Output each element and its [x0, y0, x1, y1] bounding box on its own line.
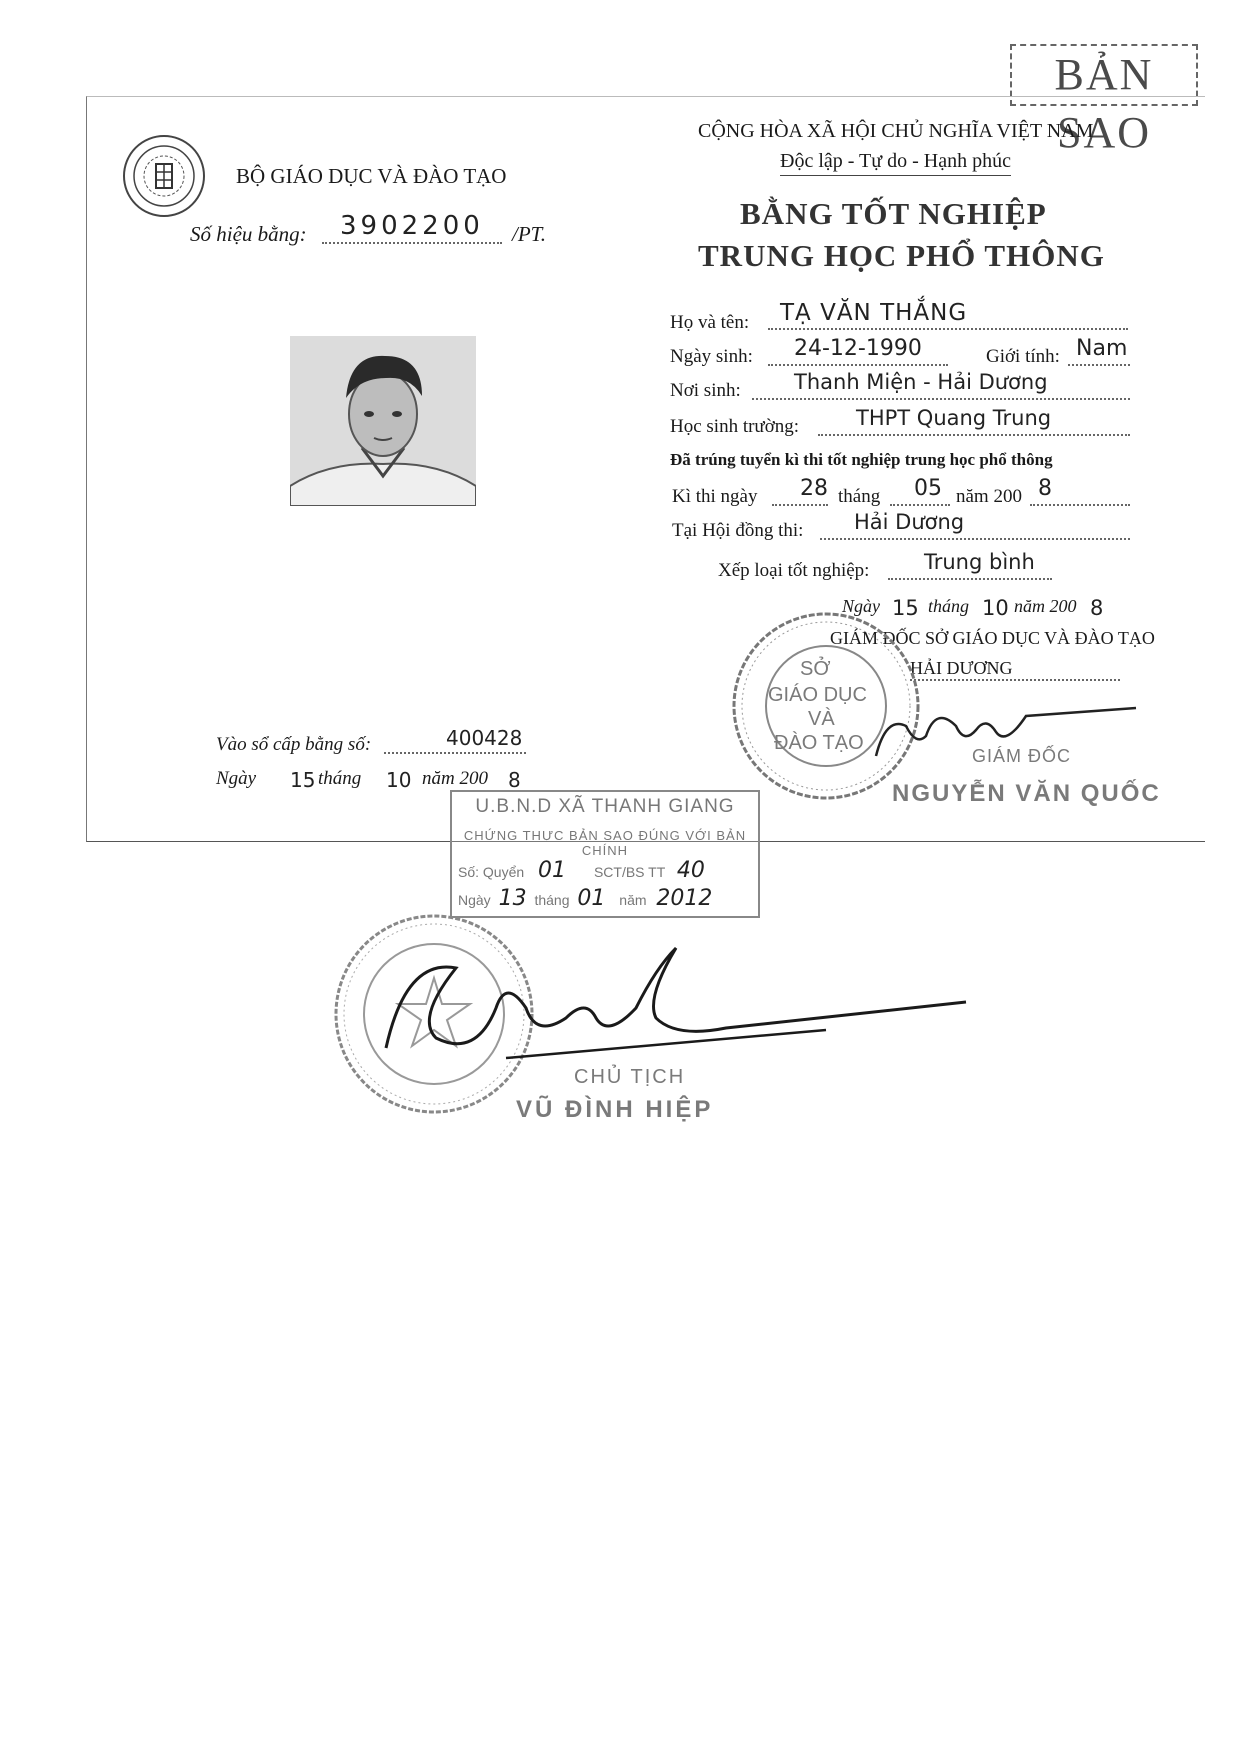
chair-signature — [346, 938, 976, 1068]
book-value: 01 — [538, 858, 567, 883]
certificate-title-1: BẰNG TỐT NGHIỆP — [740, 196, 1047, 231]
dob-value: 24-12-1990 — [794, 336, 922, 361]
passed-statement: Đã trúng tuyển kì thi tốt nghiệp trung học phổ thông — [670, 450, 1053, 469]
register-number: 400428 — [446, 726, 523, 750]
council-line — [820, 510, 1130, 540]
exam-year-label: năm 200 — [956, 486, 1022, 507]
dob-label: Ngày sinh: — [670, 346, 753, 367]
seal-word-2: GIÁO DỤC — [768, 684, 867, 706]
issue-day: 15 — [892, 596, 919, 620]
birthplace-line — [752, 370, 1130, 400]
gender-label: Giới tính: — [986, 346, 1060, 367]
school-line — [818, 406, 1130, 436]
student-photo — [290, 336, 476, 506]
serial-suffix: /PT. — [512, 222, 547, 246]
seal-word-4: ĐÀO TẠO — [774, 732, 864, 754]
council-value: Hải Dương — [854, 510, 965, 534]
exam-month-line — [890, 476, 950, 506]
cert-month: 01 — [577, 886, 606, 911]
register-date-label: Ngày — [216, 768, 257, 789]
issue-year-label: năm 200 — [1014, 596, 1077, 616]
exam-label: Kì thi ngày — [672, 486, 758, 507]
issuing-authority-line — [910, 658, 1120, 681]
ministry-name: BỘ GIÁO DỤC VÀ ĐÀO TẠO — [236, 164, 507, 188]
grade-line — [888, 550, 1052, 580]
exam-day: 28 — [800, 476, 828, 501]
certificate-title-2: TRUNG HỌC PHỔ THÔNG — [698, 238, 1105, 273]
gender-value: Nam — [1076, 336, 1128, 361]
name-value: TẠ VĂN THẮNG — [780, 300, 968, 326]
chair-name: VŨ ĐÌNH HIỆP — [516, 1096, 714, 1123]
cert-year-label: năm — [619, 892, 647, 908]
serial-label: Số hiệu bằng: — [190, 222, 307, 246]
register-label: Vào sổ cấp bằng số: — [216, 734, 372, 755]
ministry-seal-icon — [122, 134, 206, 218]
book-label: Số: Quyển — [458, 864, 525, 880]
grade-label: Xếp loại tốt nghiệp: — [718, 560, 870, 581]
serial-value: 3902200 — [340, 211, 484, 241]
chair-title: CHỦ TỊCH — [574, 1066, 686, 1088]
seal-word-3: VÀ — [808, 708, 835, 730]
republic-name: CỘNG HÒA XÃ HỘI CHỦ NGHĨA VIỆT NAM — [698, 120, 1094, 142]
director-name: NGUYỄN VĂN QUỐC — [892, 780, 1161, 807]
exam-year: 8 — [1038, 476, 1052, 501]
issuing-authority: GIÁM ĐỐC SỞ GIÁO DỤC VÀ ĐÀO TẠO — [830, 628, 1155, 648]
birthplace-label: Nơi sinh: — [670, 380, 741, 401]
certifying-org: U.B.N.D XÃ THANH GIANG — [475, 796, 735, 817]
register-month-label: tháng — [318, 768, 362, 789]
certified-copy-stamp — [450, 790, 760, 918]
cert-day: 13 — [498, 886, 527, 911]
register-year: 8 — [508, 768, 521, 792]
certification-statement: CHỨNG THỰC BẢN SAO ĐÚNG VỚI BẢN CHÍNH — [463, 828, 747, 858]
exam-month: 05 — [914, 476, 942, 501]
register-month: 10 — [386, 768, 412, 792]
issue-month-label: tháng — [928, 596, 970, 616]
ref-value: 40 — [676, 858, 705, 883]
issue-day-label: Ngày — [842, 596, 880, 616]
exam-year-line — [1030, 476, 1130, 506]
gender-line — [1068, 336, 1130, 366]
copy-stamp-label: BẢN SAO — [1054, 50, 1154, 157]
school-label: Học sinh trường: — [670, 416, 800, 437]
name-line — [768, 300, 1128, 330]
school-value: THPT Quang Trung — [856, 406, 1052, 430]
name-label: Họ và tên: — [670, 312, 750, 333]
dob-line — [768, 336, 948, 366]
certification-ref-row — [458, 858, 752, 883]
seal-word-1: SỞ — [800, 658, 831, 680]
exam-day-line — [772, 476, 828, 506]
exam-month-label: tháng — [838, 486, 881, 507]
council-label: Tại Hội đồng thi: — [672, 520, 804, 541]
cert-month-label: tháng — [534, 892, 570, 908]
register-year-label: năm 200 — [422, 768, 488, 789]
issue-month: 10 — [982, 596, 1009, 620]
register-number-line — [384, 726, 526, 754]
birthplace-value: Thanh Miện - Hải Dương — [794, 370, 1048, 394]
issuing-province: HẢI DƯƠNG — [910, 658, 1013, 678]
cert-year: 2012 — [656, 886, 713, 911]
ref-label: SCT/BS TT — [593, 864, 665, 880]
issue-year: 8 — [1090, 596, 1104, 620]
serial-value-line — [322, 210, 502, 244]
register-day: 15 — [290, 768, 316, 792]
republic-motto: Độc lập - Tự do - Hạnh phúc — [780, 150, 1011, 176]
grade-value: Trung bình — [924, 550, 1035, 574]
cert-date-label: Ngày — [458, 892, 491, 908]
director-title: GIÁM ĐỐC — [972, 746, 1072, 766]
